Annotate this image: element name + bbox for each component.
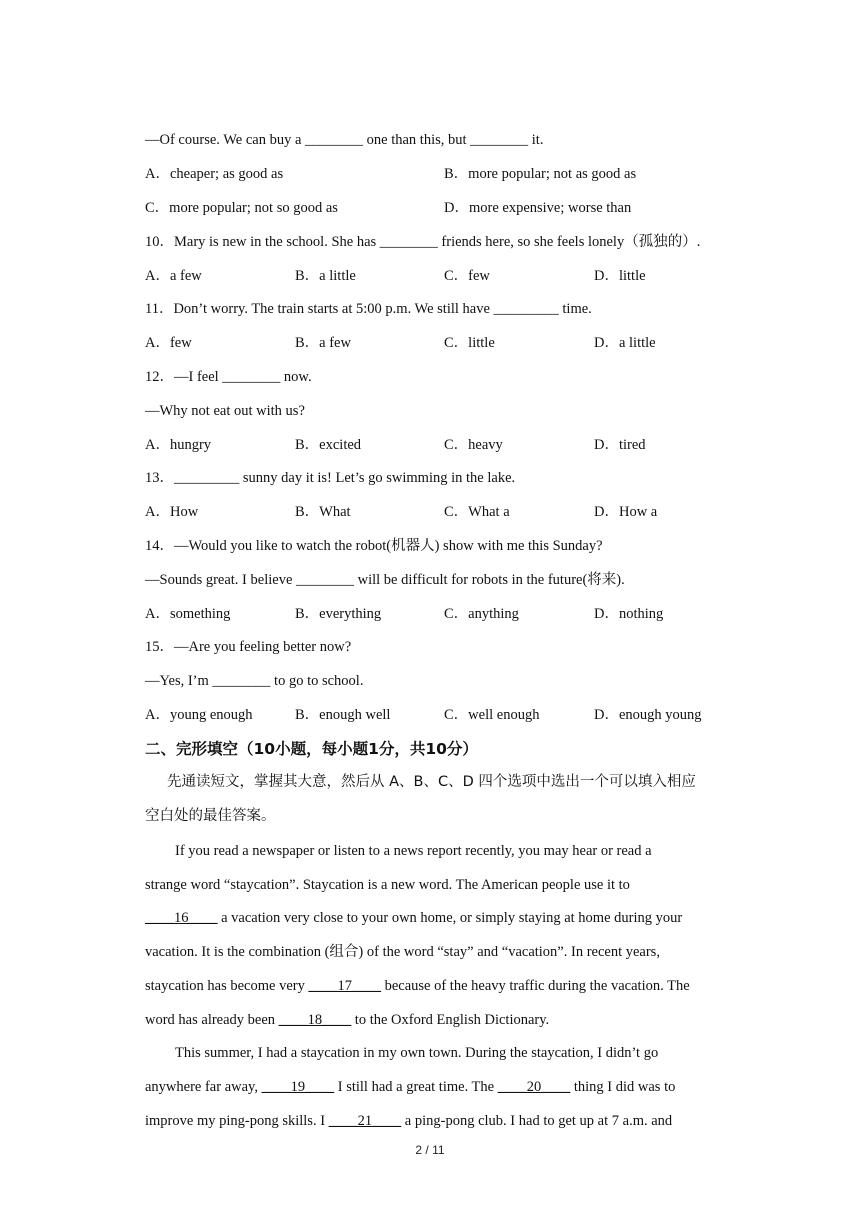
passage-line-3: [145, 909, 682, 927]
q11-stem: 11．Don’t worry. The train starts at 5:00 p.m. We still have _________ time.: [145, 301, 592, 317]
blank-21: ____21____: [328, 1113, 402, 1129]
q14-stem-reply: —Sounds great. I believe ________ will be difficult for robots in the future(将来).: [145, 572, 625, 588]
q9-stem: —Of course. We can buy a ________ one than this, but ________ it.: [145, 132, 544, 148]
passage-line-8: [145, 1078, 675, 1096]
q9-option-a: A．cheaper; as good as: [145, 166, 284, 182]
passage-line-9: [145, 1112, 672, 1130]
blank-20: ____20____: [497, 1079, 571, 1095]
q13-stem: 13．_________ sunny day it is! Let’s go swimming in the lake.: [145, 470, 516, 486]
passage-text: a vacation very close to your own home, or simply staying at home during your: [217, 910, 683, 926]
page-number: 2 / 11: [415, 1143, 445, 1157]
passage-text: staycation has become very: [145, 978, 309, 994]
q11-option-a: A．few: [145, 335, 192, 351]
q9-option-c: C．more popular; not so good as: [145, 200, 338, 216]
section-instruction-line1: 先通读短文，掌握其大意，然后从 A、B、C、D 四个选项中选出一个可以填入相应: [167, 774, 696, 790]
q14-option-d: D．nothing: [594, 606, 664, 622]
blank-19: ____19____: [261, 1079, 335, 1095]
passage-line-1: If you read a newspaper or listen to a news report recently, you may hear or read a: [175, 843, 652, 859]
passage-line-2: strange word “staycation”. Staycation is a new word. The American people use it to: [145, 877, 630, 893]
q15-option-d: D．enough young: [594, 707, 702, 723]
q10-stem: 10．Mary is new in the school. She has ________ friends here, so she feels lonely（孤独的）.: [145, 234, 701, 250]
q9-option-b: B．more popular; not as good as: [444, 166, 637, 182]
q15-stem-reply: —Yes, I’m ________ to go to school.: [145, 673, 364, 689]
q13-option-b: B．What: [295, 504, 351, 520]
q9-option-d: D．more expensive; worse than: [444, 200, 632, 216]
q12-option-d: D．tired: [594, 437, 646, 453]
passage-text: improve my ping-pong skills. I: [145, 1113, 329, 1129]
q14-option-a: A．something: [145, 606, 231, 622]
q10-option-b: B．a little: [295, 268, 356, 284]
passage-line-5: [145, 977, 690, 995]
q12-option-b: B．excited: [295, 437, 362, 453]
blank-17: ____17____: [308, 978, 381, 994]
passage-text: word has already been: [145, 1012, 279, 1028]
passage-text: because of the heavy traffic during the vacation. The: [380, 978, 690, 994]
q10-option-d: D．little: [594, 268, 646, 284]
passage-line-7: This summer, I had a staycation in my own town. During the staycation, I didn’t go: [175, 1045, 659, 1061]
q10-option-c: C．few: [444, 268, 490, 284]
q15-option-c: C．well enough: [444, 707, 540, 723]
passage-text: I still had a great time. The: [334, 1079, 498, 1095]
q13-option-d: D．How a: [594, 504, 658, 520]
passage-text: to the Oxford English Dictionary.: [351, 1012, 550, 1028]
q15-option-a: A．young enough: [145, 707, 253, 723]
q11-option-c: C．little: [444, 335, 495, 351]
q11-option-d: D．a little: [594, 335, 656, 351]
q14-option-c: C．anything: [444, 606, 519, 622]
q10-option-a: A．a few: [145, 268, 202, 284]
section-instruction-line2: 空白处的最佳答案。: [145, 808, 276, 824]
q12-stem: 12．—I feel ________ now.: [145, 369, 312, 385]
blank-16: ____16____: [145, 910, 218, 926]
passage-text: thing I did was to: [570, 1079, 676, 1095]
q13-option-a: A．How: [145, 504, 199, 520]
q12-stem-reply: —Why not eat out with us?: [145, 403, 305, 419]
q13-option-c: C．What a: [444, 504, 510, 520]
q14-option-b: B．everything: [295, 606, 382, 622]
section-heading: 二、完形填空（10小题，每小题1分，共10分）: [145, 740, 478, 758]
passage-line-4: vacation. It is the combination (组合) of the word “stay” and “vacation”. In recent years,: [145, 944, 660, 960]
q12-option-a: A．hungry: [145, 437, 212, 453]
q11-option-b: B．a few: [295, 335, 351, 351]
passage-line-6: [145, 1011, 549, 1029]
q12-option-c: C．heavy: [444, 437, 503, 453]
passage-text: anywhere far away,: [145, 1079, 262, 1095]
q14-stem: 14．—Would you like to watch the robot(机器人) show with me this Sunday?: [145, 538, 603, 554]
blank-18: ____18____: [278, 1012, 352, 1028]
q15-stem: 15．—Are you feeling better now?: [145, 639, 352, 655]
passage-text: a ping-pong club. I had to get up at 7 a.m. and: [401, 1113, 673, 1129]
q15-option-b: B．enough well: [295, 707, 391, 723]
